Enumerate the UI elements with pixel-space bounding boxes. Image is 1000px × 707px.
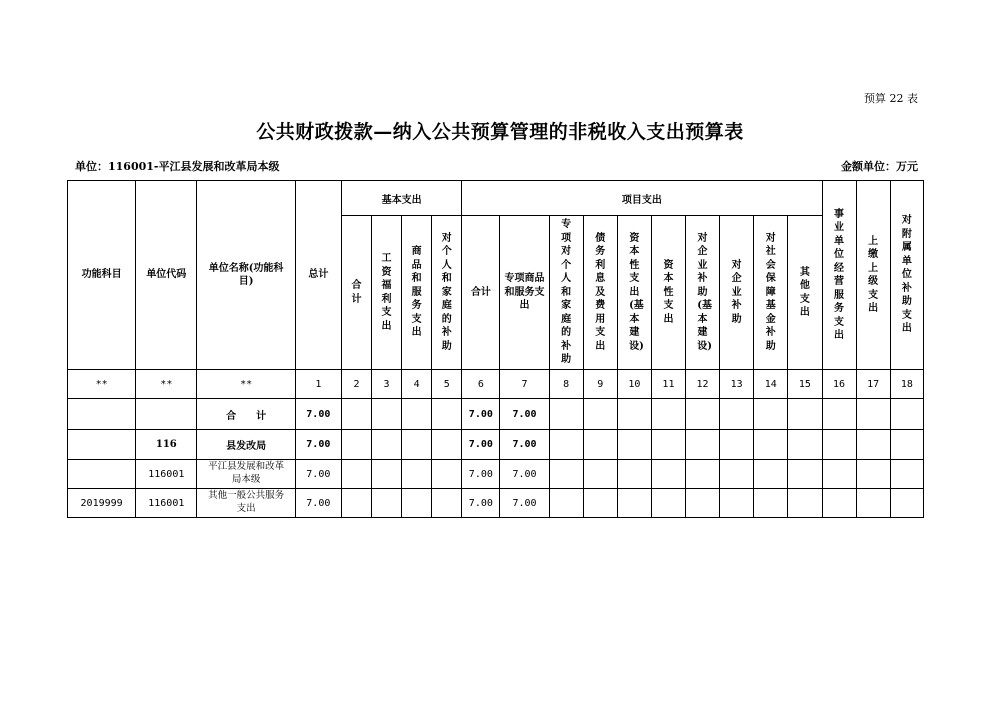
code-cell: 116001 (136, 460, 197, 489)
goods-basic-cell (402, 430, 432, 460)
index-cell: 16 (822, 370, 856, 399)
header-enterprise: 对企业补助 (720, 216, 754, 370)
header-debt-interest: 债务利息及费用支出 (583, 216, 617, 370)
wages-cell (372, 460, 402, 489)
amount-unit: 金额单位：万元 (841, 160, 918, 173)
header-total: 总计 (295, 181, 341, 370)
table-row-unit (68, 460, 924, 489)
index-cell: 18 (890, 370, 923, 399)
header-business-ops: 事业单位经营服务支出 (822, 181, 856, 370)
header-enterprise-basic: 对企业补助(基本建设) (686, 216, 720, 370)
basic-sum-cell (341, 399, 371, 430)
table-row-dept (68, 430, 924, 460)
goods-project-cell: 7.00 (500, 460, 549, 489)
index-cell: 5 (432, 370, 462, 399)
index-cell: 7 (500, 370, 549, 399)
code-cell: 116001 (136, 489, 197, 518)
total-cell: 7.00 (295, 399, 341, 430)
func-cell (68, 399, 136, 430)
wages-cell (372, 399, 402, 430)
form-number: 预算 22 表 (864, 92, 918, 105)
func-cell (68, 460, 136, 489)
personal-cell (432, 399, 462, 430)
table-row-item (68, 489, 924, 518)
index-cell: 17 (856, 370, 890, 399)
header-unit-name: 单位名称(功能科目) (197, 181, 295, 370)
budget-table (67, 180, 924, 518)
total-cell: 7.00 (295, 460, 341, 489)
index-cell: 11 (651, 370, 685, 399)
index-cell: ** (68, 370, 136, 399)
goods-basic-cell (402, 489, 432, 518)
index-cell: 3 (372, 370, 402, 399)
header-basic-group: 基本支出 (341, 181, 461, 216)
header-capital: 资本性支出 (651, 216, 685, 370)
name-cell: 县发改局 (197, 430, 295, 460)
header-project-group: 项目支出 (462, 181, 822, 216)
total-cell: 7.00 (295, 489, 341, 518)
personal-cell (432, 489, 462, 518)
goods-project-cell: 7.00 (500, 399, 549, 430)
header-personal-subsidy: 对个人和家庭的补助 (432, 216, 462, 370)
index-cell: 9 (583, 370, 617, 399)
goods-basic-cell (402, 460, 432, 489)
header-social-security: 对社会保障基金补助 (754, 216, 788, 370)
basic-sum-cell (341, 430, 371, 460)
table-row-total (68, 399, 924, 430)
index-row (68, 370, 924, 399)
basic-sum-cell (341, 460, 371, 489)
header-goods-project: 专项商品和服务支出 (500, 216, 549, 370)
goods-project-cell: 7.00 (500, 489, 549, 518)
basic-sum-cell (341, 489, 371, 518)
header-func-subject: 功能科目 (68, 181, 136, 370)
header-other: 其他支出 (788, 216, 822, 370)
index-cell: ** (136, 370, 197, 399)
goods-project-cell: 7.00 (500, 430, 549, 460)
header-special-personal: 专项对个人和家庭的补助 (549, 216, 583, 370)
project-sum-cell: 7.00 (462, 399, 500, 430)
index-cell: 8 (549, 370, 583, 399)
index-cell: 6 (462, 370, 500, 399)
page-title: 公共财政拨款—纳入公共预算管理的非税收入支出预算表 (256, 121, 744, 143)
index-cell: 2 (341, 370, 371, 399)
personal-cell (432, 430, 462, 460)
total-cell: 7.00 (295, 430, 341, 460)
header-affiliated: 对附属单位补助支出 (890, 181, 923, 370)
index-cell: 10 (617, 370, 651, 399)
header-project-sum: 合计 (462, 216, 500, 370)
project-sum-cell: 7.00 (462, 430, 500, 460)
index-cell: 12 (686, 370, 720, 399)
index-cell: 4 (402, 370, 432, 399)
index-cell: 15 (788, 370, 822, 399)
header-capital-basic: 资本性支出(基本建设) (617, 216, 651, 370)
name-cell: 其他一般公共服务支出 (197, 489, 295, 518)
header-wages: 工资福利支出 (372, 216, 402, 370)
func-cell: 2019999 (68, 489, 136, 518)
func-cell (68, 430, 136, 460)
code-cell (136, 399, 197, 430)
personal-cell (432, 460, 462, 489)
header-basic-sum: 合计 (341, 216, 371, 370)
project-sum-cell: 7.00 (462, 489, 500, 518)
code-cell: 116 (136, 430, 197, 460)
index-cell: 14 (754, 370, 788, 399)
wages-cell (372, 489, 402, 518)
index-cell: 1 (295, 370, 341, 399)
index-cell: 13 (720, 370, 754, 399)
name-cell: 平江县发展和改革局本级 (197, 460, 295, 489)
unit-label: 单位：116001-平江县发展和改革局本级 (75, 160, 280, 173)
name-cell: 合 计 (197, 399, 295, 430)
project-sum-cell: 7.00 (462, 460, 500, 489)
goods-basic-cell (402, 399, 432, 430)
wages-cell (372, 430, 402, 460)
index-cell: ** (197, 370, 295, 399)
header-unit-code: 单位代码 (136, 181, 197, 370)
header-goods-basic: 商品和服务支出 (402, 216, 432, 370)
header-upper-payment: 上缴上级支出 (856, 181, 890, 370)
